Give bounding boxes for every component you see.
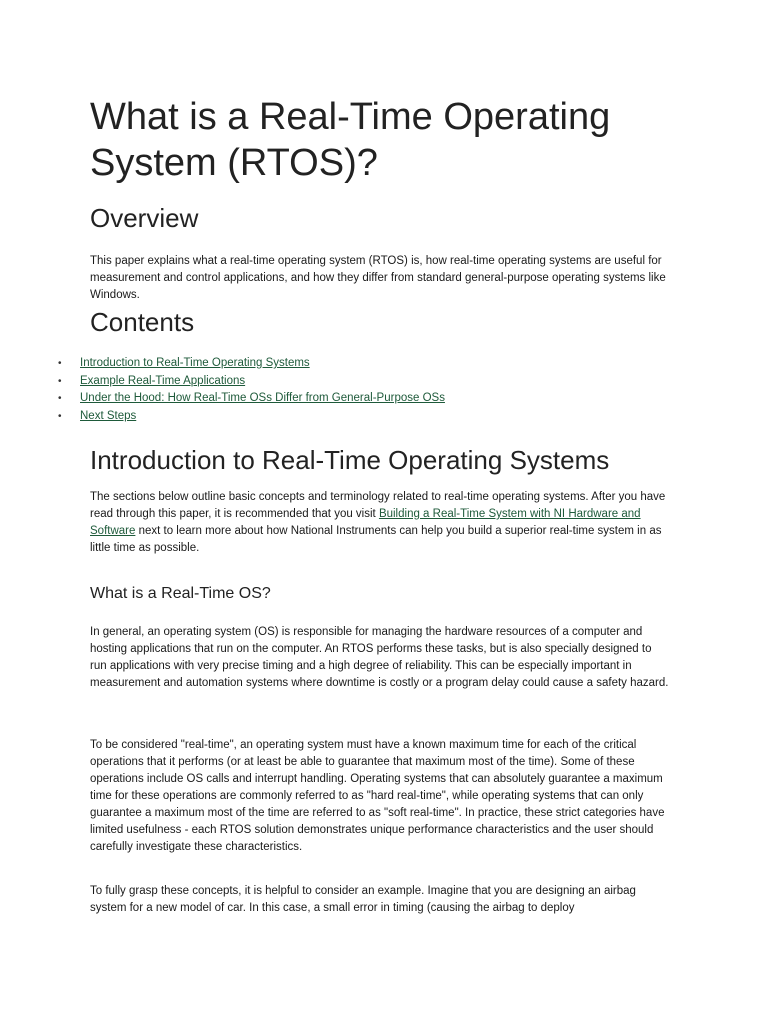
rtos-paragraph-2: To be considered "real-time", an operating system must have a known maximum time for each of the critical operations that it performs (or at least be able to guarantee that maximum most of the time). Some of these operations include OS calls and interrupt handling. Operating systems that can absolutely guarantee a maximum time for these operations are commonly referred to as "hard real-time", while operating systems that can only guarantee a maximum most of the time are referred to as "soft real-time". In practice, these strict categories have limited usefulness - each RTOS solution demonstrates unique performance characteristics and the user should carefully investigate these characteristics.	[90, 739, 665, 853]
toc-link-next-steps[interactable]: Next Steps	[80, 409, 137, 422]
bullet-icon: •	[58, 410, 62, 422]
intro-text-before-link: The sections below outline basic concepts and terminology related to real-time operating systems. After you have read through this paper, it is recommended that you visit	[90, 491, 666, 520]
rtos-paragraph-1: In general, an operating system (OS) is responsible for managing the hardware resources of a computer and hosting applications that run on the computer. An RTOS performs these tasks, but is also specially designed to run applications with very precise timing and a high degree of reliability. This can be especially important in measurement and automation systems where downtime is costly or a program delay could cause a safety hazard.	[90, 626, 669, 689]
rtos-paragraph-3: To fully grasp these concepts, it is helpful to consider an example. Imagine that you are designing an airbag system for a new model of car. In this case, a small error in timing (causing the airbag to deploy	[90, 885, 636, 914]
document-title: What is a Real-Time Operating System (RTOS)?	[90, 96, 611, 184]
contents-item	[58, 355, 445, 373]
intro-text-after-link: next to learn more about how National Instruments can help you build a superior real-time system in as little time as possible.	[90, 525, 662, 554]
overview-paragraph: This paper explains what a real-time operating system (RTOS) is, how real-time operating systems are useful for measurement and control applications, and how they differ from standard general-purpose operating systems like Windows.	[90, 255, 666, 301]
building-rt-system-link[interactable]: Building a Real-Time System with NI Hardware and Software	[90, 508, 641, 537]
contents-list	[58, 355, 445, 425]
bullet-icon: •	[58, 375, 62, 387]
contents-item	[58, 373, 445, 391]
bullet-icon: •	[58, 393, 62, 404]
contents-item	[58, 408, 445, 426]
toc-link-introduction[interactable]: Introduction to Real-Time Operating Systems	[80, 357, 310, 369]
toc-link-under-the-hood[interactable]: Under the Hood: How Real-Time OSs Differ from General-Purpose OSs	[80, 392, 445, 404]
contents-heading: Contents	[90, 307, 195, 337]
intro-paragraph	[90, 489, 682, 557]
what-is-rtos-heading: What is a Real-Time OS?	[90, 585, 271, 602]
contents-item	[58, 390, 445, 408]
intro-heading: Introduction to Real-Time Operating Systems	[90, 445, 610, 475]
overview-heading: Overview	[90, 203, 199, 233]
toc-link-example-applications[interactable]: Example Real-Time Applications	[80, 374, 246, 387]
bullet-icon: •	[58, 358, 62, 369]
